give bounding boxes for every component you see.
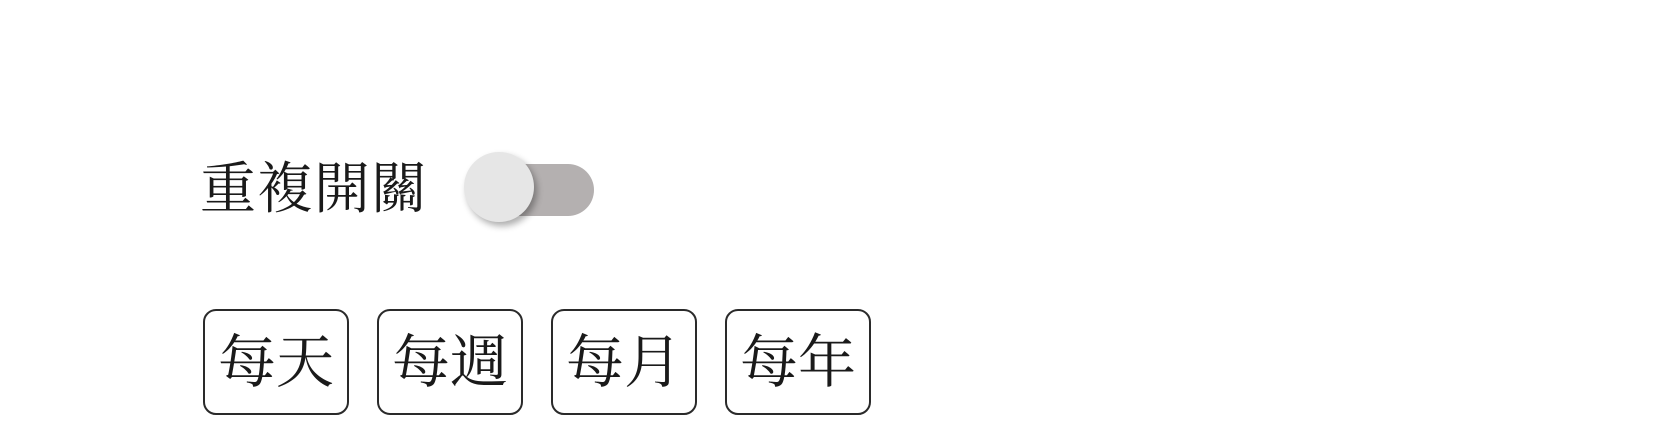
daily-button[interactable]: 每天 <box>203 309 349 415</box>
yearly-button[interactable]: 每年 <box>725 309 871 415</box>
repeat-toggle-label: 重複開關 <box>200 157 428 222</box>
repeat-toggle-switch[interactable] <box>464 150 596 230</box>
repeat-toggle-row <box>200 150 596 230</box>
switch-thumb[interactable] <box>464 152 534 222</box>
frequency-options <box>203 309 871 415</box>
weekly-button[interactable]: 每週 <box>377 309 523 415</box>
monthly-button[interactable]: 每月 <box>551 309 697 415</box>
